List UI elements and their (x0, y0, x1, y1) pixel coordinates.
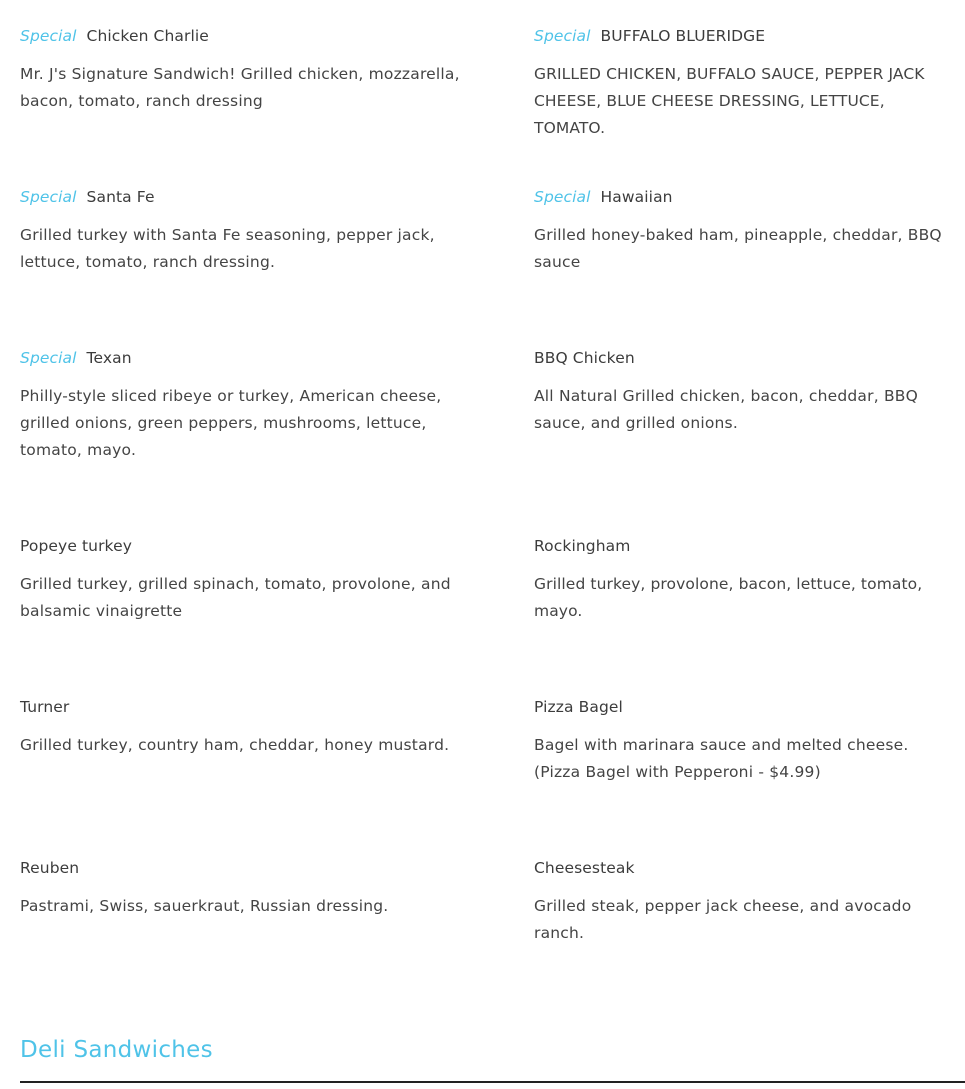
menu-item-title (20, 346, 474, 370)
menu-item-title (20, 534, 474, 558)
menu-item-description: Grilled turkey, provolone, bacon, lettuce, tomato, mayo. (534, 575, 923, 620)
menu-item-name: BUFFALO BLUERIDGE (600, 27, 766, 45)
special-tag: Special (20, 349, 77, 367)
menu-item-name: Rockingham (534, 537, 631, 555)
menu-item-title (534, 695, 955, 719)
special-tag: Special (20, 188, 77, 206)
special-tag: Special (534, 27, 591, 45)
menu-item-name: Hawaiian (600, 188, 673, 206)
menu-item-description: Pastrami, Swiss, sauerkraut, Russian dressing. (20, 897, 389, 915)
menu-item-title (534, 856, 955, 880)
menu-item-buffalo-blueridge (534, 24, 955, 185)
menu-item-description: GRILLED CHICKEN, BUFFALO SAUCE, PEPPER JACK CHEESE, BLUE CHEESE DRESSING, LETTUCE, TOMATO. (534, 65, 925, 137)
menu-item-rockingham (534, 534, 955, 695)
menu-item-santa-fe (20, 185, 534, 346)
menu-item-description: Grilled honey-baked ham, pineapple, cheddar, BBQ sauce (534, 226, 942, 271)
menu-item-grid (20, 24, 955, 1017)
menu-item-description: Grilled turkey, country ham, cheddar, honey mustard. (20, 736, 450, 754)
menu-item-name: Pizza Bagel (534, 698, 623, 716)
menu-item-title (534, 185, 955, 209)
menu-item-chicken-charlie (20, 24, 534, 185)
menu-item-name: Santa Fe (86, 188, 155, 206)
menu-item-description: Mr. J's Signature Sandwich! Grilled chicken, mozzarella, bacon, tomato, ranch dressing (20, 65, 460, 110)
section-heading-deli-sandwiches: Deli Sandwiches (20, 1037, 213, 1063)
menu-item-reuben (20, 856, 534, 1017)
menu-item-description: Bagel with marinara sauce and melted cheese. (Pizza Bagel with Pepperoni - $4.99) (534, 736, 909, 781)
menu-item-texan (20, 346, 534, 534)
menu-item-description: Grilled turkey with Santa Fe seasoning, pepper jack, lettuce, tomato, ranch dressing. (20, 226, 435, 271)
menu-item-title (534, 346, 955, 370)
menu-item-description: All Natural Grilled chicken, bacon, cheddar, BBQ sauce, and grilled onions. (534, 387, 919, 432)
menu-item-title (534, 534, 955, 558)
menu-item-name: Turner (20, 698, 70, 716)
menu-item-description: Philly-style sliced ribeye or turkey, American cheese, grilled onions, green peppers, mushrooms, lettuce, tomato, mayo. (20, 387, 442, 459)
menu-item-name: Texan (86, 349, 132, 367)
menu-item-description: Grilled steak, pepper jack cheese, and avocado ranch. (534, 897, 912, 942)
menu-item-hawaiian (534, 185, 955, 346)
menu-item-name: Cheesesteak (534, 859, 635, 877)
menu-item-name: Reuben (20, 859, 80, 877)
menu-item-name: Popeye turkey (20, 537, 132, 555)
special-tag: Special (534, 188, 591, 206)
section-divider (20, 1081, 965, 1083)
menu-item-title (20, 856, 474, 880)
menu-item-name: BBQ Chicken (534, 349, 635, 367)
menu-item-title (20, 695, 474, 719)
menu-item-bbq-chicken (534, 346, 955, 534)
menu-item-title (534, 24, 955, 48)
special-tag: Special (20, 27, 77, 45)
menu-item-name: Chicken Charlie (86, 27, 209, 45)
menu-item-popeye-turkey (20, 534, 534, 695)
menu-item-pizza-bagel (534, 695, 955, 856)
menu-item-description: Grilled turkey, grilled spinach, tomato, provolone, and balsamic vinaigrette (20, 575, 451, 620)
menu-item-turner (20, 695, 534, 856)
menu-item-title (20, 24, 474, 48)
menu-item-title (20, 185, 474, 209)
menu-item-cheesesteak (534, 856, 955, 1017)
